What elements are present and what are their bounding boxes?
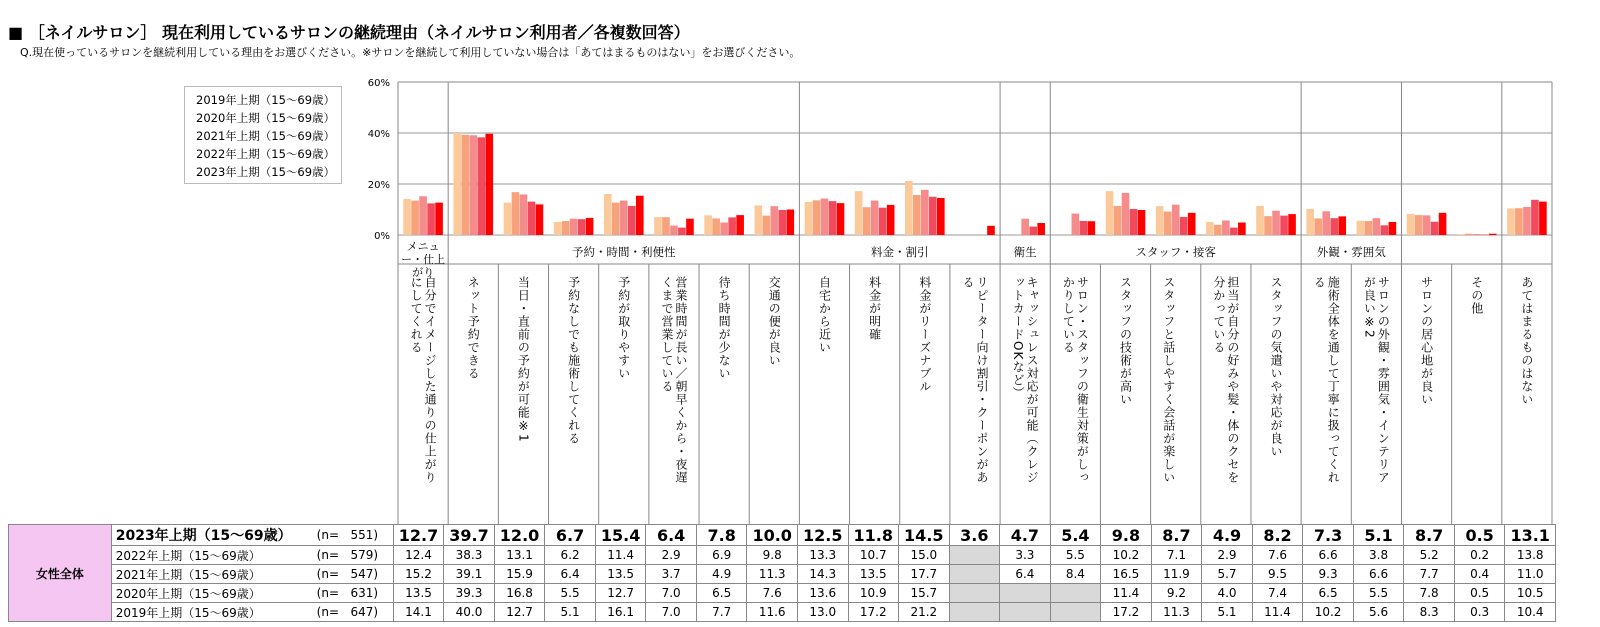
bar	[855, 191, 863, 235]
table-row	[9, 525, 1556, 546]
bar	[755, 205, 763, 235]
bar	[485, 134, 493, 235]
table-cell: 12.7	[393, 525, 444, 546]
table-cell: 6.7	[545, 525, 596, 546]
category-label: サロンの外観・雰囲気・インテリアが良い※2	[1362, 276, 1391, 484]
table-cell: 9.8	[1101, 525, 1152, 546]
table-row	[9, 584, 1556, 603]
table-cell: 21.2	[899, 603, 950, 622]
category-label: 担当が自分の好みや髪・体のクセを分かっている	[1211, 276, 1240, 484]
table-cell: 5.5	[1050, 546, 1101, 565]
bar	[1029, 227, 1037, 235]
legend-item	[191, 127, 335, 145]
bar	[1130, 209, 1138, 235]
category-label: 自分でイメージした通りの仕上がりにしてくれる	[409, 276, 438, 484]
bar	[1238, 223, 1246, 235]
category-label: 予約なしでも施術してくれる	[566, 276, 581, 445]
table-cell: 10.2	[1101, 546, 1152, 565]
table-cell: 15.0	[899, 546, 950, 565]
table-cell: 7.0	[646, 603, 697, 622]
legend-label: 2019年上期（15～69歳）	[196, 93, 336, 107]
category-label: スタッフの技術が高い	[1118, 276, 1133, 406]
category-label: 料金が明確	[867, 276, 882, 341]
bar	[670, 226, 678, 235]
table-cell: 11.4	[1101, 584, 1152, 603]
bar	[1138, 210, 1146, 235]
bar	[987, 226, 995, 235]
table-cell: 7.6	[747, 584, 798, 603]
bar	[469, 135, 477, 235]
bar	[570, 219, 578, 235]
table-cell: 11.6	[747, 603, 798, 622]
table-cell: 5.7	[1202, 565, 1253, 584]
bar	[1122, 193, 1130, 235]
table-cell: 0.2	[1454, 546, 1505, 565]
table-cell: 0.5	[1454, 584, 1505, 603]
table-cell: 5.1	[1202, 603, 1253, 622]
table-cell: 8.7	[1404, 525, 1455, 546]
table-cell: 10.4	[1505, 603, 1556, 622]
bar	[612, 203, 620, 235]
table-cell: 16.5	[1101, 565, 1152, 584]
table-cell: 10.0	[747, 525, 798, 546]
legend-label: 2023年上期（15～69歳）	[196, 165, 336, 179]
row-period-label: 2020年上期（15～69歳）	[111, 584, 312, 603]
category-label: スタッフと話しやすく会話が楽しい	[1161, 276, 1176, 484]
bar	[1481, 234, 1489, 235]
row-period-label: 2019年上期（15～69歳）	[111, 603, 312, 622]
category-label: その他	[1469, 276, 1484, 315]
table-cell: 15.7	[899, 584, 950, 603]
table-cell: 12.7	[494, 603, 545, 622]
bar	[1365, 221, 1373, 235]
bar	[1114, 206, 1122, 235]
category-label: スタッフの気遣いや対応が良い	[1269, 276, 1284, 458]
table-cell: 13.6	[797, 584, 848, 603]
table-cell: 11.8	[848, 525, 899, 546]
bar	[1465, 234, 1473, 235]
legend-item	[191, 109, 335, 127]
bar	[1172, 205, 1180, 235]
table-cell: 13.1	[494, 546, 545, 565]
table-cell	[1050, 603, 1101, 622]
table-cell	[949, 565, 1000, 584]
page-title: ■ ［ネイルサロン］ 現在利用しているサロンの継続理由（ネイルサロン利用者／各複数回答）	[8, 23, 690, 42]
bar	[1230, 228, 1238, 235]
table-cell: 2.9	[646, 546, 697, 565]
table-cell: 4.0	[1202, 584, 1253, 603]
bar	[871, 201, 879, 235]
table-cell: 16.8	[494, 584, 545, 603]
table-cell: 9.3	[1303, 565, 1354, 584]
table-cell: 3.3	[1000, 546, 1051, 565]
bar	[704, 215, 712, 235]
table-cell: 4.9	[696, 565, 747, 584]
table-cell: 8.7	[1151, 525, 1202, 546]
data-table	[8, 524, 1556, 622]
legend-label: 2020年上期（15～69歳）	[196, 111, 336, 125]
bar	[1222, 220, 1230, 235]
group-label: スタッフ・接客	[1135, 245, 1216, 259]
bar	[528, 202, 536, 235]
bar	[787, 210, 795, 236]
table-cell: 5.4	[1050, 525, 1101, 546]
bar	[829, 201, 837, 235]
category-label: 待ち時間が少ない	[717, 276, 732, 380]
bar	[1314, 218, 1322, 235]
category-label: 料金がリーズナブル	[917, 276, 932, 393]
bar	[905, 181, 913, 235]
table-cell: 12.0	[494, 525, 545, 546]
category-label: 自宅から近い	[817, 276, 832, 354]
bar	[1330, 218, 1338, 235]
bar	[837, 203, 845, 235]
table-cell: 7.8	[696, 525, 747, 546]
bar	[1357, 221, 1365, 235]
table-cell: 5.6	[1353, 603, 1404, 622]
table-cell: 0.3	[1454, 603, 1505, 622]
table-cell: 4.7	[1000, 525, 1051, 546]
table-cell: 6.5	[1303, 584, 1354, 603]
category-label: サロン・スタッフの衛生対策がしっかりしている	[1061, 276, 1090, 484]
table-cell: 39.7	[444, 525, 495, 546]
table-cell: 5.2	[1404, 546, 1455, 565]
table-cell: 14.1	[393, 603, 444, 622]
bar	[879, 208, 887, 235]
group-label: 外観・雰囲気	[1316, 245, 1386, 259]
bar	[1457, 234, 1465, 235]
bar	[771, 206, 779, 235]
table-cell: 6.9	[696, 546, 747, 565]
row-n-count: (n= 547)	[313, 565, 394, 584]
bar	[1507, 208, 1515, 235]
bar	[1164, 212, 1172, 235]
category-label: 施術全体を通して丁寧に扱ってくれる	[1312, 276, 1341, 484]
table-cell: 17.7	[899, 565, 950, 584]
table-cell: 14.3	[797, 565, 848, 584]
bar	[1489, 234, 1497, 235]
table-cell: 5.1	[545, 603, 596, 622]
legend-label: 2021年上期（15～69歳）	[196, 129, 336, 143]
table-cell: 7.8	[1404, 584, 1455, 603]
table-cell: 11.4	[595, 546, 646, 565]
table-cell: 17.2	[1101, 603, 1152, 622]
table-cell: 6.4	[545, 565, 596, 584]
bar	[763, 216, 771, 235]
table-cell: 6.6	[1353, 565, 1404, 584]
segment-label: 女性全体	[9, 525, 112, 622]
bar	[1214, 225, 1222, 235]
table-cell: 15.9	[494, 565, 545, 584]
table-cell: 10.9	[848, 584, 899, 603]
table-row	[9, 603, 1556, 622]
table-cell: 39.1	[444, 565, 495, 584]
legend-item	[191, 91, 335, 109]
table-cell: 11.3	[747, 565, 798, 584]
bar	[520, 194, 528, 235]
table-cell: 8.2	[1252, 525, 1303, 546]
table-cell: 10.7	[848, 546, 899, 565]
bar	[1272, 211, 1280, 235]
bar	[1415, 215, 1423, 235]
bar	[1080, 221, 1088, 235]
bar	[678, 228, 686, 235]
bar	[1037, 223, 1045, 235]
bar	[1431, 222, 1439, 235]
table-cell: 11.0	[1505, 565, 1556, 584]
question-text: Q.現在使っているサロンを継続利用している理由をお選びください。※サロンを継続して利用していない場合は「あてはまるものはない」をお選びください。	[20, 46, 801, 59]
legend-item	[191, 163, 335, 181]
legend-item	[191, 145, 335, 163]
table-cell	[949, 584, 1000, 603]
bar	[1389, 222, 1397, 235]
table-cell: 13.1	[1505, 525, 1556, 546]
bar	[736, 215, 744, 235]
bar	[453, 133, 461, 235]
table-cell: 9.8	[747, 546, 798, 565]
bar	[937, 198, 945, 235]
bar	[1280, 216, 1288, 235]
bar	[504, 203, 512, 235]
category-label: あてはまるものはない	[1519, 276, 1534, 406]
legend-label: 2022年上期（15～69歳）	[196, 147, 336, 161]
bar	[1256, 206, 1264, 235]
table-cell: 15.4	[595, 525, 646, 546]
table-cell	[1000, 584, 1051, 603]
bar	[921, 190, 929, 235]
table-cell: 7.7	[696, 603, 747, 622]
bar	[1515, 208, 1523, 235]
bar	[1539, 202, 1547, 235]
table-cell: 6.6	[1303, 546, 1354, 565]
table-cell: 2.9	[1202, 546, 1253, 565]
table-cell: 5.5	[1353, 584, 1404, 603]
group-label: 料金・割引	[870, 245, 929, 259]
bar	[1423, 215, 1431, 235]
table-cell: 16.1	[595, 603, 646, 622]
table-cell: 38.3	[444, 546, 495, 565]
table-cell: 7.7	[1404, 565, 1455, 584]
category-label: キャッシュレス対応が可能（クレジットカードOKなど）	[1011, 276, 1040, 484]
row-n-count: (n= 551)	[313, 525, 394, 546]
table-cell: 13.5	[848, 565, 899, 584]
table-cell: 13.5	[595, 565, 646, 584]
bar	[1156, 206, 1164, 235]
category-label: リピーター向け割引・クーポンがある	[961, 276, 989, 484]
bar	[1072, 214, 1080, 235]
bar	[779, 210, 787, 235]
row-n-count: (n= 647)	[313, 603, 394, 622]
group-label: 衛生	[1013, 245, 1037, 259]
table-cell: 13.5	[393, 584, 444, 603]
bar	[536, 204, 544, 235]
table-cell: 11.3	[1151, 603, 1202, 622]
table-cell: 7.3	[1303, 525, 1354, 546]
bar	[427, 203, 435, 235]
table-cell: 12.5	[797, 525, 848, 546]
table-cell: 3.6	[949, 525, 1000, 546]
table-cell: 8.4	[1050, 565, 1101, 584]
bar	[461, 135, 469, 235]
bar	[805, 202, 813, 235]
table-cell: 12.4	[393, 546, 444, 565]
bar	[628, 206, 636, 235]
table-cell: 12.7	[595, 584, 646, 603]
table-cell: 15.2	[393, 565, 444, 584]
table-cell: 5.1	[1353, 525, 1404, 546]
bar	[1188, 213, 1196, 235]
bar	[662, 217, 670, 235]
bar	[821, 199, 829, 235]
bar	[562, 221, 570, 235]
y-tick-label: 20%	[367, 180, 390, 191]
bar	[1531, 200, 1539, 235]
y-tick-label: 0%	[374, 231, 390, 242]
bar	[1322, 211, 1330, 235]
bar	[1264, 216, 1272, 235]
bar	[419, 196, 427, 235]
bar	[720, 223, 728, 235]
table-cell: 6.4	[1000, 565, 1051, 584]
table-row	[9, 565, 1556, 584]
bar	[929, 197, 937, 235]
table-cell: 13.3	[797, 546, 848, 565]
table-cell: 7.1	[1151, 546, 1202, 565]
bar	[686, 219, 694, 235]
bar	[1407, 214, 1415, 235]
bar	[1306, 209, 1314, 235]
table-cell: 39.3	[444, 584, 495, 603]
table-row	[9, 546, 1556, 565]
bar	[411, 201, 419, 235]
bar	[1288, 214, 1296, 235]
table-cell: 9.2	[1151, 584, 1202, 603]
row-n-count: (n= 579)	[313, 546, 394, 565]
table-cell: 10.5	[1505, 584, 1556, 603]
bar	[586, 218, 594, 235]
bar	[636, 196, 644, 235]
bar	[1523, 207, 1531, 235]
bar	[1088, 221, 1096, 235]
table-cell: 10.2	[1303, 603, 1354, 622]
table-cell: 6.5	[696, 584, 747, 603]
bar	[1206, 222, 1214, 235]
table-cell: 17.2	[848, 603, 899, 622]
category-label: ネット予約できる	[466, 276, 481, 380]
category-label: 予約が取りやすい	[616, 276, 631, 380]
y-tick-label: 60%	[367, 78, 390, 89]
table-cell: 11.9	[1151, 565, 1202, 584]
bar	[813, 200, 821, 235]
table-cell: 11.4	[1252, 603, 1303, 622]
bar	[435, 203, 443, 235]
y-tick-label: 40%	[367, 129, 390, 140]
bar	[913, 195, 921, 235]
table-cell: 7.6	[1252, 546, 1303, 565]
bar	[403, 199, 411, 235]
table-cell	[1050, 584, 1101, 603]
bar	[863, 207, 871, 235]
bar	[578, 219, 586, 235]
bar	[1373, 218, 1381, 235]
row-period-label: 2023年上期（15～69歳）	[111, 525, 312, 546]
bar	[1180, 217, 1188, 235]
group-label: メニュー・仕上がり	[401, 240, 446, 279]
table-cell: 13.8	[1505, 546, 1556, 565]
bar	[712, 218, 720, 235]
bar	[887, 205, 895, 235]
table-cell	[1000, 603, 1051, 622]
table-cell: 0.5	[1454, 525, 1505, 546]
table-cell: 0.4	[1454, 565, 1505, 584]
table-cell: 6.4	[646, 525, 697, 546]
table-cell	[949, 603, 1000, 622]
table-cell: 9.5	[1252, 565, 1303, 584]
category-label: 交通の便が良い	[767, 276, 782, 367]
bar	[512, 192, 520, 235]
category-label: 営業時間が長い／朝早くから・夜遅くまで営業している	[659, 276, 688, 484]
row-period-label: 2021年上期（15～69歳）	[111, 565, 312, 584]
bar	[654, 217, 662, 235]
row-period-label: 2022年上期（15～69歳）	[111, 546, 312, 565]
bar	[1439, 213, 1447, 235]
table-cell: 8.3	[1404, 603, 1455, 622]
legend	[184, 86, 342, 184]
bar	[1473, 234, 1481, 235]
table-cell	[949, 546, 1000, 565]
row-n-count: (n= 631)	[313, 584, 394, 603]
table-cell: 3.8	[1353, 546, 1404, 565]
bar	[728, 217, 736, 235]
group-label: 予約・時間・利便性	[572, 245, 676, 259]
bar	[1381, 225, 1389, 235]
table-cell: 13.0	[797, 603, 848, 622]
bar	[1106, 191, 1114, 235]
bar	[477, 137, 485, 235]
bar	[1021, 219, 1029, 235]
table-cell: 4.9	[1202, 525, 1253, 546]
table-cell: 7.0	[646, 584, 697, 603]
table-cell: 6.2	[545, 546, 596, 565]
category-label: 当日・直前の予約が可能※1	[516, 276, 531, 443]
bar	[620, 201, 628, 235]
table-cell: 5.5	[545, 584, 596, 603]
table-cell: 40.0	[444, 603, 495, 622]
category-label: サロンの居心地が良い	[1419, 276, 1434, 406]
table-cell: 14.5	[899, 525, 950, 546]
bar	[604, 194, 612, 235]
bar	[1338, 216, 1346, 235]
table-cell: 3.7	[646, 565, 697, 584]
table-cell: 7.4	[1252, 584, 1303, 603]
bar	[554, 222, 562, 235]
